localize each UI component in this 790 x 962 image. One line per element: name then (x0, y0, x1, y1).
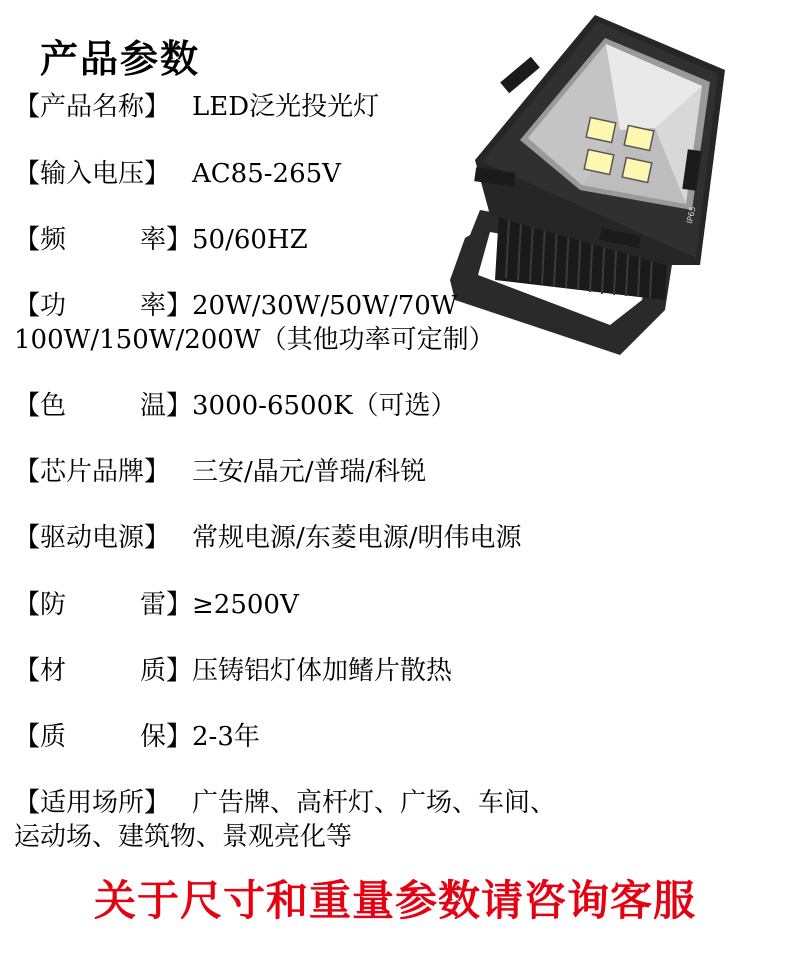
spec-value: 3000-6500K（可选） (192, 391, 457, 421)
spec-value: 2-3年 (192, 722, 260, 752)
spec-label: 频 率 (40, 225, 166, 255)
ip-rating-label: IP65 (685, 205, 698, 225)
spec-value: 三安/晶元/普瑞/科锐 (192, 457, 427, 487)
spec-value: ≥2500V (192, 590, 299, 620)
spec-label: 防 雷 (40, 590, 166, 620)
page-title: 产品参数 (40, 37, 201, 81)
spec-label: 产品名称 (40, 92, 145, 122)
spec-label: 驱动电源 (40, 523, 145, 553)
spec-value: 压铸铝灯体加鳍片散热 (192, 656, 453, 686)
spec-row-product-name: 【产品名称】 LED泛光投光灯 (14, 92, 380, 122)
spec-label: 芯片品牌 (40, 457, 145, 487)
spec-row-frequency: 【 频 率 】50/60HZ (14, 225, 308, 255)
spec-row-warranty: 【 质 保 】2-3年 (14, 722, 260, 752)
spec-value: LED泛光投光灯 (192, 92, 380, 122)
spec-value: 常规电源/东菱电源/明伟电源 (192, 523, 522, 553)
spec-row-input-voltage: 【输入电压】 AC85-265V (14, 159, 341, 189)
spec-label: 适用场所 (40, 788, 145, 818)
spec-value: 广告牌、高杆灯、广场、车间、 (192, 788, 557, 818)
spec-row-color-temperature: 【 色 温 】3000-6500K（可选） (14, 391, 457, 421)
spec-row-driver: 【驱动电源】 常规电源/东菱电源/明伟电源 (14, 523, 522, 553)
contact-service-banner: 关于尺寸和重量参数请咨询客服 (93, 876, 696, 925)
spec-value-continued: 运动场、建筑物、景观亮化等 (14, 822, 353, 852)
spec-label: 功 率 (40, 291, 166, 321)
spec-label: 材 质 (40, 656, 166, 686)
spec-value: AC85-265V (192, 159, 341, 189)
spec-row-applications: 【适用场所】 广告牌、高杆灯、广场、车间、 运动场、建筑物、景观亮化等 (14, 786, 776, 854)
spec-row-material: 【 材 质 】压铸铝灯体加鳍片散热 (14, 656, 453, 686)
spec-row-lightning-protection: 【 防 雷 】≥2500V (14, 590, 299, 620)
spec-label: 输入电压 (40, 159, 145, 189)
spec-label: 质 保 (40, 722, 166, 752)
spec-row-chip-brand: 【芯片品牌】 三安/晶元/普瑞/科锐 (14, 457, 427, 487)
spec-value-continued: 100W/150W/200W（其他功率可定制） (14, 325, 495, 355)
spec-value: 50/60HZ (192, 225, 308, 255)
spec-value: 20W/30W/50W/70W (192, 291, 458, 321)
spec-row-power: 【 功 率 】20W/30W/50W/70W 100W/150W/200W（其他功率可定制） (14, 289, 776, 357)
spec-label: 色 温 (40, 391, 166, 421)
